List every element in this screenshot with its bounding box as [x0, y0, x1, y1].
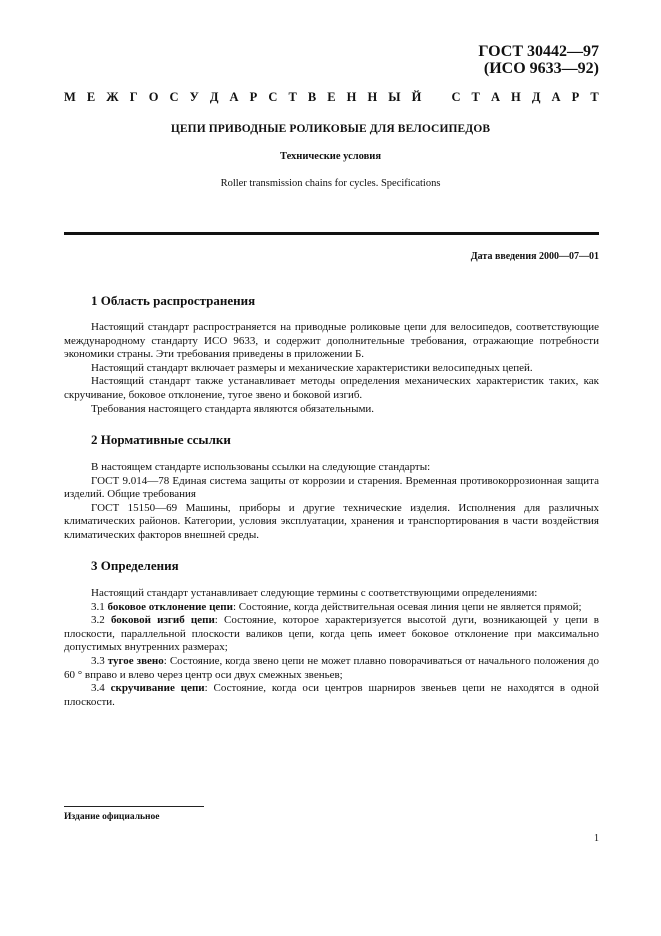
- banner-letter: Н: [346, 90, 357, 104]
- section-2-heading: 2 Нормативные ссылки: [91, 432, 231, 447]
- banner-letter: А: [551, 90, 561, 104]
- introduction-date: Дата введения 2000—07—01: [470, 251, 599, 262]
- document-subtitle: Технические условия: [279, 151, 382, 162]
- section-2-body: [64, 461, 599, 543]
- page-number: 1: [594, 833, 599, 844]
- banner-letter: В: [307, 90, 317, 104]
- banner-letter: Д: [209, 90, 219, 104]
- banner-letter: Р: [249, 90, 258, 104]
- footer-divider: [64, 806, 204, 807]
- banner-letter: С: [268, 90, 278, 104]
- banner-letter: Н: [367, 90, 378, 104]
- banner-letter: Т: [590, 90, 599, 104]
- banner-letter: Т: [471, 90, 480, 104]
- paragraph: Настоящий стандарт включает размеры и механические характеристики велосипедных цепей.: [91, 361, 533, 374]
- reference-gost-9014: ГОСТ 9.014—78 Единая система защиты от коррозии и старения. Временная противокоррозионная защита изделий. Общие требования: [64, 474, 599, 501]
- banner-letter: С: [451, 90, 461, 104]
- definition-3-4: 3.4 скручивание цепи: Состояние, когда оси центров шарниров звеньев цепи не находятся в одной плоскости.: [64, 682, 599, 708]
- banner-letter: Е: [327, 90, 336, 104]
- banner-letter: О: [148, 90, 159, 104]
- banner-letter: А: [490, 90, 500, 104]
- reference-gost-15150: ГОСТ 15150—69 Машины, приборы и другие технические изделия. Исполнения для различных климатических районов. Категории, условия эксплуатации, хранения и транспортирования в части воздействия климатических факторов внешней среды.: [64, 501, 599, 541]
- section-1-body: [64, 321, 599, 416]
- banner-letter: А: [229, 90, 239, 104]
- iso-number: (ИСО 9633—92): [483, 60, 599, 77]
- english-title: Roller transmission chains for cycles. Specifications: [220, 178, 441, 189]
- banner-letter: Ж: [106, 90, 119, 104]
- section-3-heading: 3 Определения: [91, 558, 179, 573]
- banner-letter: Й: [411, 90, 422, 104]
- term: боковой изгиб цепи: [110, 614, 215, 627]
- document-title: ЦЕПИ ПРИВОДНЫЕ РОЛИКОВЫЕ ДЛЯ ВЕЛОСИПЕДОВ: [170, 123, 491, 135]
- paragraph: Настоящий стандарт также устанавливает методы определения механических характеристик таких, как скручивание, боковое отклонение, тугое звено и боковой изгиб.: [64, 375, 599, 401]
- banner-letter: Р: [571, 90, 580, 104]
- banner-letter: Т: [288, 90, 297, 104]
- paragraph: Требования настоящего стандарта являются обязательными.: [91, 402, 375, 415]
- definition-3-2: 3.2 боковой изгиб цепи: Состояние, которое характеризуется высотой дуги, возникающей у цепи в плоскости, параллельной плоскости валиков цепи, когда цепь имеет боковое отклонение при максимально допустимых внутренних размерах;: [64, 614, 599, 654]
- standard-designation: [478, 43, 599, 77]
- term: скручивание цепи: [110, 682, 205, 695]
- banner-letter: У: [189, 90, 199, 104]
- banner-letter: Е: [86, 90, 96, 104]
- banner-letter: Ы: [388, 90, 401, 104]
- banner-letter: Н: [511, 90, 521, 104]
- banner-letter: С: [169, 90, 179, 104]
- definition-3-1: 3.1 боковое отклонение цепи: Состояние, когда действительная осевая линия цепи не является прямой;: [91, 600, 582, 613]
- official-edition-note: Издание официальное: [64, 812, 160, 822]
- banner-letter: М: [64, 90, 76, 104]
- section-1-heading: 1 Область распространения: [91, 293, 256, 308]
- banner-word-gap: [432, 90, 440, 105]
- paragraph: Настоящий стандарт распространяется на приводные роликовые цепи для велосипедов, соответствующие международному стандарту ИСО 9633, и содержит дополнительные требования, отражающие потребности экономики страны. Эти требования приведены в приложении Б.: [64, 321, 599, 361]
- title-divider: [64, 232, 599, 235]
- banner-letter: Д: [531, 90, 541, 104]
- term: тугое звено: [107, 654, 164, 667]
- paragraph: Настоящий стандарт устанавливает следующие термины с соответствующими определениями:: [91, 587, 538, 599]
- section-3-body: [64, 587, 599, 709]
- definition-3-3: 3.3 тугое звено: Состояние, когда звено цепи не может плавно поворачиваться от начального положения до 60 ° вправо и влево через центр оси двух смежных звеньев;: [64, 654, 600, 681]
- banner-letter: Г: [129, 90, 138, 104]
- paragraph: В настоящем стандарте использованы ссылки на следующие стандарты:: [91, 461, 431, 473]
- term: боковое отклонение цепи: [107, 600, 233, 613]
- standard-number: ГОСТ 30442—97: [478, 43, 599, 60]
- interstate-standard-banner: [64, 90, 599, 105]
